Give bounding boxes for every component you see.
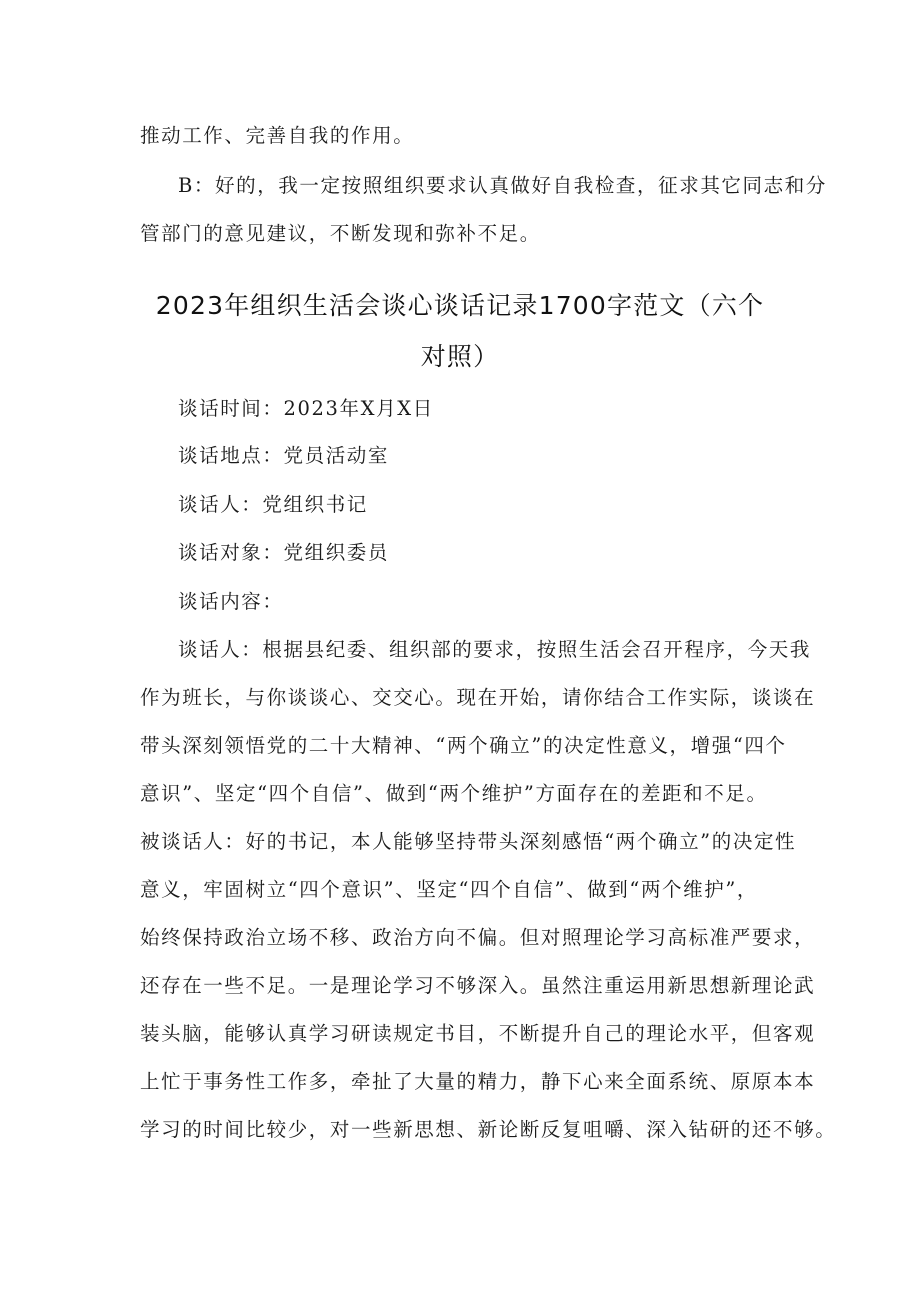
document-title-line-1: 2023年组织生活会谈心谈话记录1700字范文（六个 — [155, 291, 765, 320]
body-line: 装头脑，能够认真学习研读规定书目，不断提升自己的理论水平，但客观 — [140, 1022, 816, 1045]
body-line: 始终保持政治立场不移、政治方向不偏。但对照理论学习高标准严要求， — [140, 926, 816, 949]
body-line: 带头深刻领悟党的二十大精神、“两个确立”的决定性意义，增强“四个 — [140, 734, 787, 757]
meta-talk-location: 谈话地点：党员活动室 — [178, 444, 390, 467]
body-line: 谈话人：根据县纪委、组织部的要求，按照生活会召开程序，今天我 — [178, 638, 812, 661]
body-line: 作为班长，与你谈谈心、交交心。现在开始，请你结合工作实际，谈谈在 — [140, 686, 816, 709]
meta-talk-content: 谈话内容： — [178, 590, 284, 613]
paragraph-line: 推动工作、完善自我的作用。 — [140, 124, 415, 147]
meta-talk-object: 谈话对象：党组织委员 — [178, 541, 390, 564]
body-line: 被谈话人：好的书记，本人能够坚持带头深刻感悟“两个确立”的决定性 — [140, 830, 797, 853]
body-line: 学习的时间比较少，对一些新思想、新论断反复咀嚼、深入钻研的还不够。 — [140, 1118, 837, 1141]
meta-talk-time: 谈话时间：2023年X月X日 — [178, 397, 434, 420]
document-title-line-2: 对照） — [420, 342, 500, 371]
body-line: 意义，牢固树立“四个意识”、坚定“四个自信”、做到“两个维护”， — [140, 878, 759, 901]
paragraph-line: B：好的，我一定按照组织要求认真做好自我检查，征求其它同志和分 — [178, 174, 827, 197]
body-line: 还存在一些不足。一是理论学习不够深入。虽然注重运用新思想新理论武 — [140, 974, 816, 997]
paragraph-line: 管部门的意见建议，不断发现和弥补不足。 — [140, 222, 541, 245]
body-line: 上忙于事务性工作多，牵扯了大量的精力，静下心来全面系统、原原本本 — [140, 1070, 816, 1093]
body-line: 意识”、坚定“四个自信”、做到“两个维护”方面存在的差距和不足。 — [140, 782, 768, 805]
meta-talker: 谈话人：党组织书记 — [178, 493, 368, 516]
